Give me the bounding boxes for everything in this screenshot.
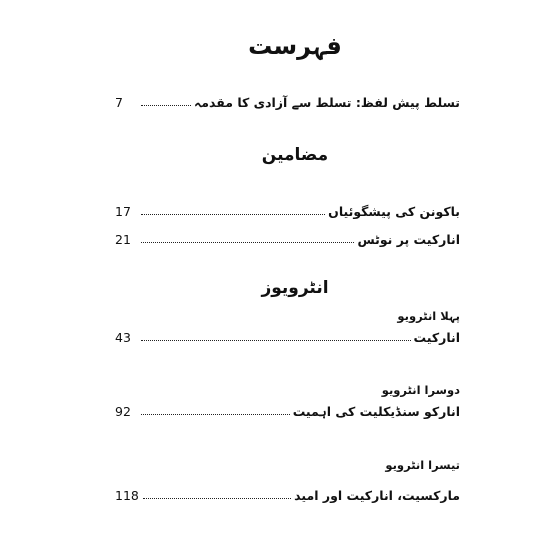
toc-entry-page: 92 <box>115 404 131 419</box>
dot-leader <box>141 214 325 215</box>
toc-entry-page: 118 <box>115 488 139 503</box>
toc-entry-essay-2[interactable] <box>115 227 460 247</box>
dot-leader <box>141 105 191 106</box>
toc-entry-page: 7 <box>115 95 123 110</box>
section-heading-essays: مضامین <box>261 145 329 165</box>
interview-label-1: پہلا انٹرویو <box>397 309 460 323</box>
interview-label-2: دوسرا انٹرویو <box>381 383 460 397</box>
toc-entry-title: مارکسیت، انارکیت اور امید <box>294 488 460 503</box>
toc-entry-intro[interactable] <box>115 90 460 110</box>
toc-entry-interview-2[interactable] <box>115 399 460 419</box>
section-heading-interviews: انٹرویوز <box>261 278 329 298</box>
toc-entry-title: انارکیت پر نوٹس <box>357 232 460 247</box>
toc-title: فہرست <box>248 32 342 60</box>
toc-entry-page: 17 <box>115 204 131 219</box>
toc-entry-title: انارکو سنڈیکلیت کی اہمیت <box>292 404 460 419</box>
toc-entry-page: 43 <box>115 330 131 345</box>
dot-leader <box>143 498 291 499</box>
toc-entry-title: انارکیت <box>413 330 460 345</box>
toc-entry-page: 21 <box>115 232 131 247</box>
toc-entry-interview-1[interactable] <box>115 325 460 345</box>
toc-entry-interview-3[interactable] <box>115 483 460 503</box>
dot-leader <box>141 242 354 243</box>
interview-label-3: تیسرا انٹرویو <box>385 458 460 472</box>
dot-leader <box>141 414 290 415</box>
toc-entry-title: تسلط پیش لفظ: تسلط سے آزادی کا مقدمہ <box>193 95 460 110</box>
dot-leader <box>141 340 411 341</box>
toc-entry-essay-1[interactable] <box>115 199 460 219</box>
toc-entry-title: باکونن کی پیشگوئیاں <box>328 204 460 219</box>
